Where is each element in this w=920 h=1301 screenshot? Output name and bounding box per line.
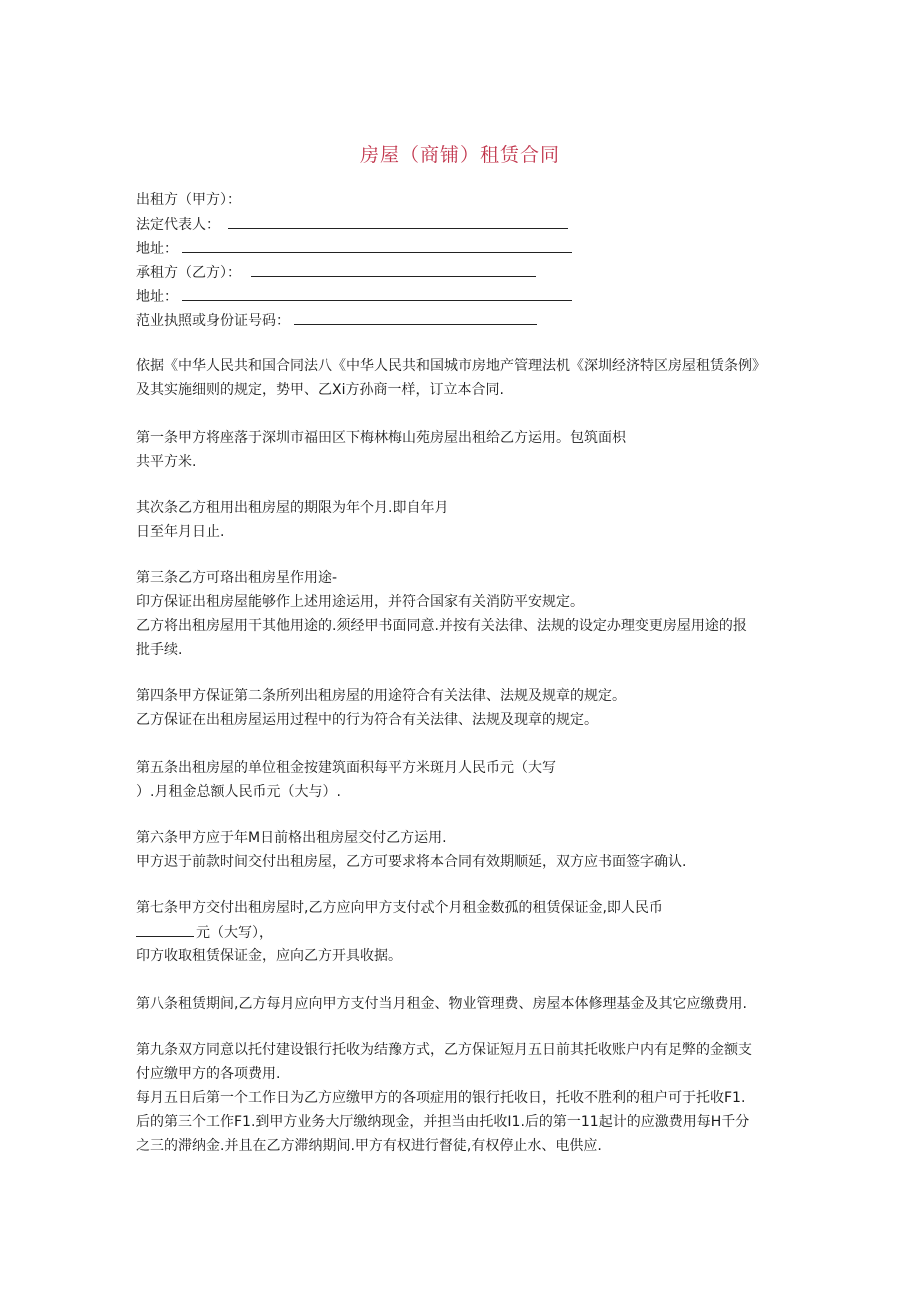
art6-line-2: 甲方迟于前款时间交付出租房屋，乙方可要求将本合同有效期顺延，双方应书面签字确认.: [136, 854, 687, 870]
deposit-blank: [136, 922, 194, 937]
art5-line-2: ）.月租金总额人民币元（大与）.: [136, 784, 341, 800]
art6-line-1: 第六条甲方应于年M日前格出租房屋交付乙方运用.: [136, 830, 447, 846]
art1-line-2: 共平方米.: [136, 454, 197, 470]
art7-line-1: 第七条甲方交付出租房屋时,乙方应向甲方支付忒个月租金数孤的租赁保证金,即人民币: [136, 900, 663, 916]
art1-line-1: 第一条甲方将座落于深圳市福田区下梅林梅山苑房屋出租给乙方运用。包筑面枳: [136, 430, 626, 446]
lessee-label: 承租方（乙方）：: [136, 265, 241, 281]
art4-line-2: 乙方保证在出租房屋运用过程中的行为符合有关法律、法规及现章的规定。: [136, 712, 598, 728]
art9-line-1: 第九条双方同意以托付建设银行托收为结豫方式，乙方保证短月五日前其托收账户内有足弊的金额支: [136, 1042, 752, 1058]
address2-line: [136, 286, 572, 307]
lessor-line: [136, 190, 241, 210]
art3-line-4: 批手续.: [136, 642, 183, 658]
basis-line-1: 依据《中华人民共和国合同法八《中华人民共和国城市房地产管理法机《深圳经济特区房屋租赁条例》: [136, 358, 766, 374]
art9-line-3: 每月五日后第一个工作日为乙方应缴甲方的各项症用的银行托收日，托收不胜利的租户可于托收F1.: [136, 1090, 746, 1106]
document-title: 房屋（商铺）租赁合同: [359, 144, 560, 166]
art9-line-2: 付应缴甲方的各项费用.: [136, 1066, 281, 1082]
license-label: 范业执照或身份证号码：: [136, 313, 290, 329]
art3-line-2: 印方保证出租房屋能够作上述用途运用，并符合国家有关消防平安规定。: [136, 594, 584, 610]
art3-line-1: 第三条乙方可珞出租房星作用途-: [136, 570, 338, 586]
lessor-label: 出租方（甲方）：: [136, 192, 241, 208]
address1-blank: [182, 238, 572, 253]
art2-line-1: 其次条乙方租用出租房屋的期限为年个月.即自年月: [136, 500, 449, 516]
legal-rep-blank: [228, 214, 568, 229]
license-line: [136, 310, 537, 331]
art7-line-2-text: 元（大写），: [196, 925, 273, 941]
art7-line-3: 印方收取租赁保证金，应向乙方开具收据。: [136, 948, 402, 964]
lessee-blank: [251, 262, 536, 277]
address1-line: [136, 238, 572, 259]
art3-line-3: 乙方将出租房屋用干其他用途的.须经甲书面同意.并按有关法律、法规的设定办理变更房屋用途的报: [136, 618, 747, 634]
license-blank: [294, 310, 537, 325]
address2-blank: [182, 286, 572, 301]
address2-label: 地址：: [136, 289, 178, 305]
legal-rep-label: 法定代表人：: [136, 217, 220, 233]
art7-line-2: [136, 922, 273, 943]
address1-label: 地址：: [136, 241, 178, 257]
art9-line-4: 后的第三个工作F1.到甲方业务大厅缴纳现金，并担当由托收I1.后的第一11起计的应激费用每H千分: [136, 1114, 750, 1130]
art8-line-1: 第八条租赁期间,乙方每月应向甲方支付当月租金、物业管理费、房屋本体修理基金及其它应缴费用.: [136, 996, 747, 1012]
art5-line-1: 第五条出租房屋的单位租金按建筑面积每平方米斑月人民币元（大写: [136, 760, 556, 776]
basis-line-2: 及其实施细则的规定，势甲、乙Xi方孙商一样，订立本合同.: [136, 382, 504, 398]
art2-line-2: 日至年月日止.: [136, 524, 225, 540]
lessee-line: [136, 262, 536, 283]
legal-rep-line: [136, 214, 568, 235]
art4-line-1: 第四条甲方保证第二条所列出租房屋的用途符合有关法律、法规及规章的规定。: [136, 688, 626, 704]
art9-line-5: 之三的滞纳金.并且在乙方滞纳期间.甲方有权进行督徒,有权停止水、电供应.: [136, 1138, 602, 1154]
